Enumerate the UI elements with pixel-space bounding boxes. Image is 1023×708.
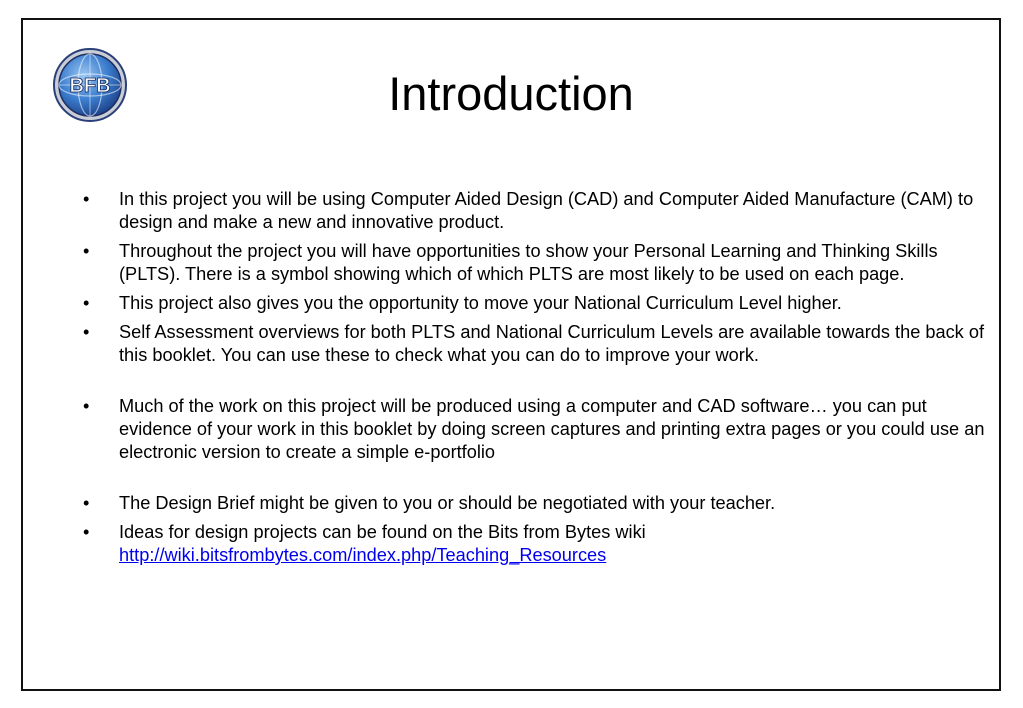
logo-text: BFB	[69, 75, 111, 97]
wiki-link[interactable]: http://wiki.bitsfrombytes.com/index.php/Teaching_Resources	[119, 545, 607, 565]
list-item	[81, 240, 991, 286]
bullet-icon: •	[83, 322, 90, 342]
bullet-icon: •	[83, 396, 90, 416]
bullet-text: Ideas for design projects can be found on the Bits from Bytes wiki	[119, 522, 646, 542]
list-item	[81, 321, 991, 367]
bullet-icon: •	[83, 189, 90, 209]
list-item	[81, 292, 991, 315]
page-title: Introduction	[388, 67, 634, 120]
bullet-icon: •	[83, 241, 90, 261]
bullet-icon: •	[83, 522, 90, 542]
slide-frame	[21, 18, 1001, 691]
list-item	[81, 395, 991, 464]
bullet-text: Self Assessment overviews for both PLTS and National Curriculum Levels are available towards the back of this booklet. You can use these to check what you can do to improve your work.	[119, 322, 984, 365]
bullet-icon: •	[83, 293, 90, 313]
list-item	[81, 188, 991, 234]
bullet-text: In this project you will be using Computer Aided Design (CAD) and Computer Aided Manufacture (CAM) to design and make a new and innovative product.	[119, 189, 974, 232]
bullet-text: This project also gives you the opportunity to move your National Curriculum Level higher.	[119, 293, 842, 313]
bullet-text: The Design Brief might be given to you or should be negotiated with your teacher.	[119, 493, 776, 513]
bullet-list	[81, 188, 991, 573]
bullet-text: Throughout the project you will have opportunities to show your Personal Learning and Thinking Skills (PLTS). There is a symbol showing which of which PLTS are most likely to be used on each page.	[119, 241, 938, 284]
bullet-text: Much of the work on this project will be produced using a computer and CAD software… you can put evidence of your work in this booklet by doing screen captures and printing extra pages or you could use an electronic version to create a simple e-portfolio	[119, 396, 985, 462]
list-item	[81, 492, 991, 515]
list-item	[81, 521, 991, 567]
bullet-icon: •	[83, 493, 90, 513]
